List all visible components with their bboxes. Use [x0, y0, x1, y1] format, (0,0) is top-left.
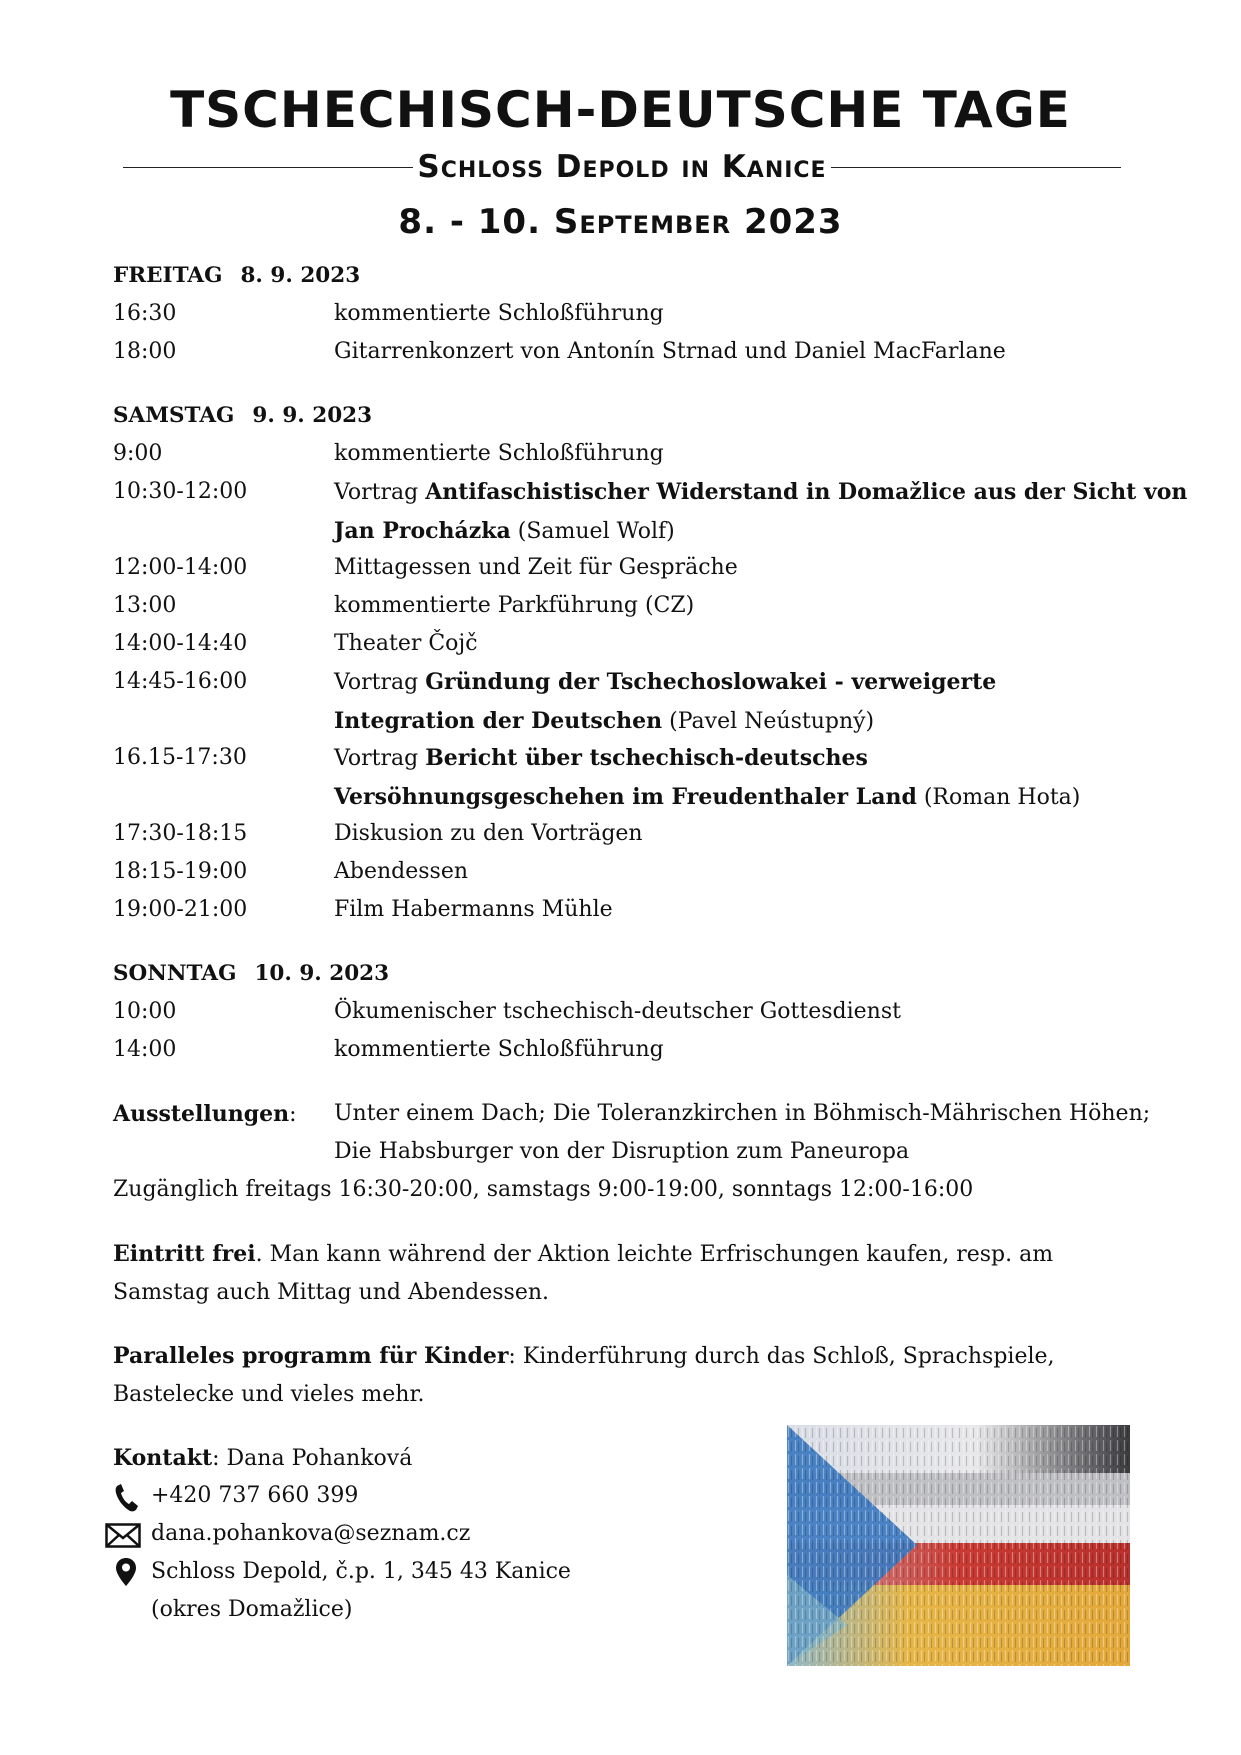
entry-text: . Man kann während der Aktion leichte Erfrischungen kaufen, resp. am Samstag auch Mittag und Abendessen. — [113, 1242, 1054, 1305]
day-date: 9. 9. 2023 — [252, 403, 373, 428]
schedule-event: kommentierte Parkführung (CZ) — [334, 593, 695, 618]
event-dates: 8. - 10. September 2023 — [398, 202, 843, 242]
lecture-title: Antifaschistischer Widerstand in Domažlice aus der Sicht von Jan Procházka — [334, 479, 1188, 544]
subtitle-rule-right — [831, 167, 1121, 168]
location-pin-icon — [115, 1557, 145, 1587]
exhibitions-label: Ausstellungen — [113, 1101, 290, 1127]
exhibitions-label-wrap — [113, 1095, 313, 1134]
schedule-event: Gitarrenkonzert von Antonín Strnad und Daniel MacFarlane — [334, 339, 1006, 364]
day-name: SAMSTAG — [113, 403, 235, 428]
lecture-event — [334, 739, 1134, 817]
envelope-icon — [105, 1523, 141, 1553]
schedule-time: 19:00-21:00 — [113, 897, 248, 922]
schedule-time: 10:30-12:00 — [113, 479, 248, 504]
kids-label: Paralleles programm für Kinder — [113, 1343, 509, 1369]
day-date: 8. 9. 2023 — [240, 263, 361, 288]
phone-icon — [113, 1483, 143, 1513]
schedule-time: 14:45-16:00 — [113, 669, 248, 694]
exhibitions-colon: : — [289, 1102, 297, 1127]
kids-text: : Kinderführung durch das Schloß, Sprachspiele, Bastelecke und vieles mehr. — [113, 1344, 1055, 1407]
contact-name: : Dana Pohanková — [212, 1446, 413, 1471]
day-name: FREITAG — [113, 263, 223, 288]
lecture-speaker: (Samuel Wolf) — [510, 519, 675, 544]
contact-block — [113, 1439, 733, 1659]
schedule-event: Ökumenischer tschechisch-deutscher Gottesdienst — [334, 999, 901, 1024]
lecture-speaker: (Roman Hota) — [916, 785, 1081, 810]
schedule-event: Mittagessen und Zeit für Gespräche — [334, 555, 738, 580]
schedule-event: Diskusion zu den Vorträgen — [334, 821, 643, 846]
exhibitions-line-1: Unter einem Dach; Die Toleranzkirchen in Böhmisch-Mährischen Höhen; — [334, 1101, 1151, 1126]
kids-paragraph — [113, 1337, 1123, 1414]
day-heading-friday — [113, 257, 360, 295]
schedule-time: 14:00-14:40 — [113, 631, 248, 656]
schedule-time: 17:30-18:15 — [113, 821, 248, 846]
schedule-time: 16:30 — [113, 301, 177, 326]
lecture-prefix: Vortrag — [334, 480, 426, 505]
day-name: SONNTAG — [113, 961, 237, 986]
schedule-event: Theater Čojč — [334, 631, 478, 656]
schedule-time: 13:00 — [113, 593, 177, 618]
contact-address-1: Schloss Depold, č.p. 1, 345 43 Kanice — [151, 1559, 571, 1584]
schedule-time: 16.15-17:30 — [113, 745, 247, 770]
day-date: 10. 9. 2023 — [254, 961, 390, 986]
contact-address-2: (okres Domažlice) — [151, 1597, 353, 1622]
contact-phone: +420 737 660 399 — [151, 1483, 359, 1508]
schedule-time: 18:00 — [113, 339, 177, 364]
day-heading-saturday — [113, 397, 372, 435]
page-title: TSCHECHISCH-DEUTSCHE TAGE — [170, 81, 1071, 139]
lecture-title: Gründung der Tschechoslowakei - verweigerte Integration der Deutschen — [334, 669, 997, 734]
day-heading-sunday — [113, 955, 389, 993]
lecture-prefix: Vortrag — [334, 670, 426, 695]
subtitle-row — [123, 145, 1121, 189]
flag-mosaic-svg — [787, 1425, 1130, 1666]
schedule-time: 10:00 — [113, 999, 177, 1024]
subtitle-rule-left — [123, 167, 413, 168]
schedule-event: kommentierte Schloßführung — [334, 301, 664, 326]
exhibitions-line-2: Die Habsburger von der Disruption zum Paneuropa — [334, 1139, 910, 1164]
schedule-event: kommentierte Schloßführung — [334, 441, 664, 466]
schedule-time: 9:00 — [113, 441, 163, 466]
schedule-event: Abendessen — [334, 859, 469, 884]
schedule-time: 12:00-14:00 — [113, 555, 248, 580]
lecture-prefix: Vortrag — [334, 746, 426, 771]
schedule-time: 14:00 — [113, 1037, 177, 1062]
schedule-time: 18:15-19:00 — [113, 859, 248, 884]
page-subtitle: Schloss Depold in Kanice — [417, 149, 827, 185]
contact-label: Kontakt — [113, 1445, 213, 1471]
lecture-title: Bericht über tschechisch-deutsches Versöhnungsgeschehen im Freudenthaler Land — [334, 745, 917, 810]
contact-email: dana.pohankova@seznam.cz — [151, 1521, 471, 1546]
contact-heading — [113, 1439, 412, 1478]
schedule-event: Film Habermanns Mühle — [334, 897, 613, 922]
lecture-event — [334, 473, 1214, 551]
exhibitions-access: Zugänglich freitags 16:30-20:00, samstags 9:00-19:00, sonntags 12:00-16:00 — [113, 1177, 974, 1202]
entry-paragraph — [113, 1235, 1113, 1312]
czech-german-flag-mosaic-image — [787, 1425, 1130, 1666]
lecture-event — [334, 663, 1134, 741]
entry-label: Eintritt frei — [113, 1241, 256, 1267]
schedule-event: kommentierte Schloßführung — [334, 1037, 664, 1062]
lecture-speaker: (Pavel Neústupný) — [662, 709, 875, 734]
